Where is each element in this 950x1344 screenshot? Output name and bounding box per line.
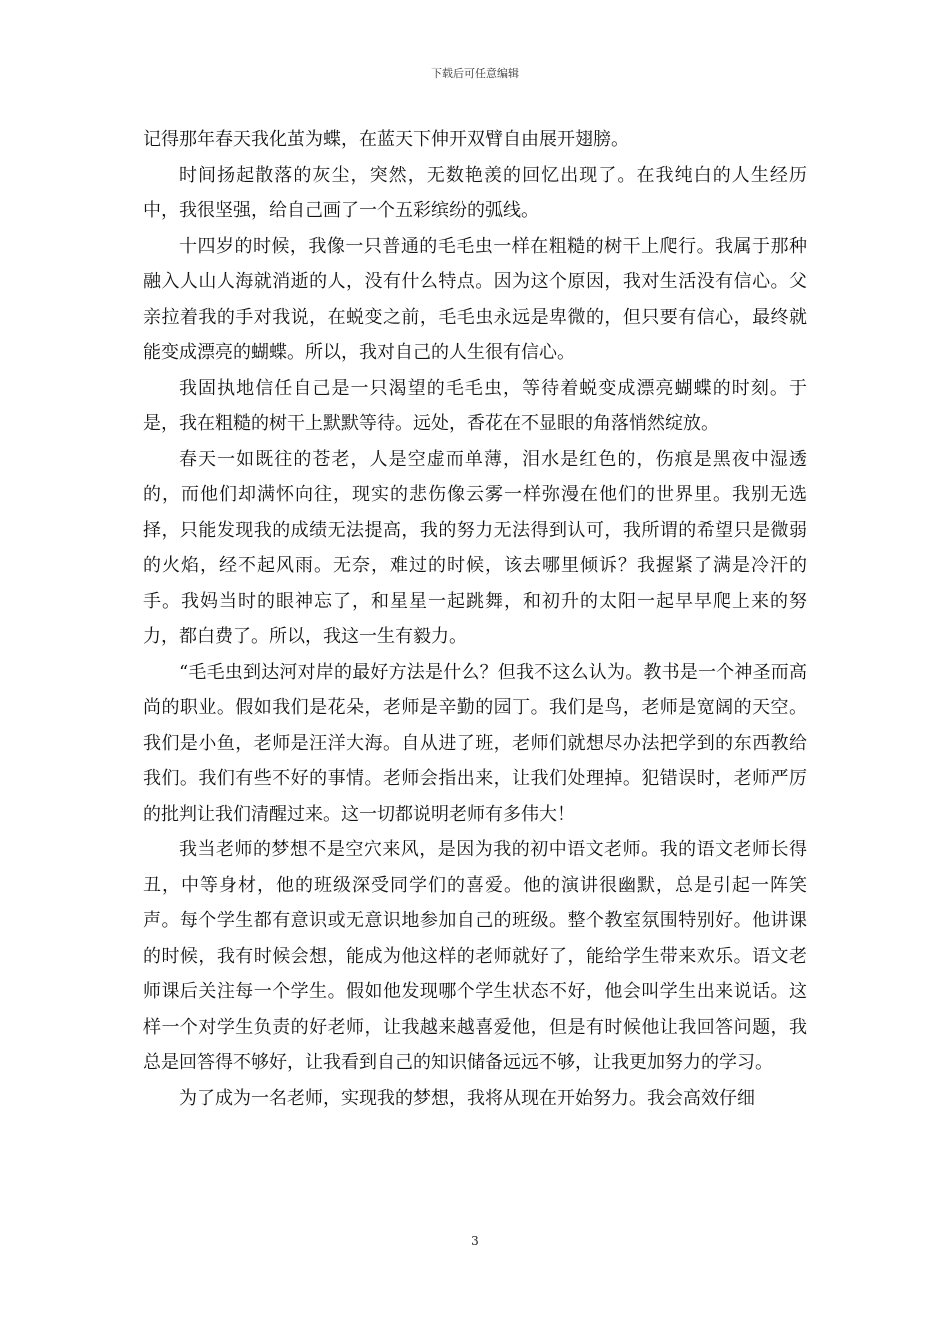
page-number: 3 bbox=[471, 1234, 479, 1248]
paragraph-4: 我固执地信任自己是一只渴望的毛毛虫，等待着蜕变成漂亮蝴蝶的时刻。于是，我在粗糙的树干上默默等待。远处，香花在不显眼的角落悄然绽放。 bbox=[143, 377, 807, 434]
paragraph-1: 记得那年春天我化茧为蝶，在蓝天下伸开双臂自由展开翅膀。 bbox=[143, 129, 629, 150]
paragraph-2: 时间扬起散落的灰尘，突然，无数艳羡的回忆出现了。在我纯白的人生经历中，我很坚强，给自己画了一个五彩缤纷的弧线。 bbox=[143, 164, 807, 221]
paragraph-7: 我当老师的梦想不是空穴来风，是因为我的初中语文老师。我的语文老师长得丑，中等身材，他的班级深受同学们的喜爱。他的演讲很幽默，总是引起一阵笑声。每个学生都有意识或无意识地参加自己的班级。整个教室氛围特别好。他讲课的时候，我有时候会想，能成为他这样的老师就好了，能给学生带来欢乐。语文老师课后关注每一个学生。假如他发现哪个学生状态不好，他会叫学生出来说话。这样一个对学生负责的好老师，让我越来越喜爱他，但是有时候他让我回答问题，我总是回答得不够好，让我看到自己的知识储备远远不够，让我更加努力的学习。 bbox=[143, 839, 807, 1073]
page-header: 下载后可任意编辑 bbox=[431, 67, 519, 80]
paragraph-3: 十四岁的时候，我像一只普通的毛毛虫一样在粗糙的树干上爬行。我属于那种融入人山人海就消逝的人，没有什么特点。因为这个原因，我对生活没有信心。父亲拉着我的手对我说，在蜕变之前，毛毛虫永远是卑微的，但只要有信心，最终就能变成漂亮的蝴蝶。所以，我对自己的人生很有信心。 bbox=[143, 235, 807, 363]
paragraph-5: 春天一如既往的苍老，人是空虚而单薄，泪水是红色的，伤痕是黑夜中湿透的，而他们却满怀向往，现实的悲伤像云雾一样弥漫在他们的世界里。我别无选择，只能发现我的成绩无法提高，我的努力无法得到认可，我所谓的希望只是微弱的火焰，经不起风雨。无奈，难过的时候，该去哪里倾诉？我握紧了满是冷汗的手。我妈当时的眼神忘了，和星星一起跳舞，和初升的太阳一起早早爬上来的努力，都白费了。所以，我这一生有毅力。 bbox=[143, 448, 807, 647]
paragraph-8: 为了成为一名老师，实现我的梦想，我将从现在开始努力。我会高效仔细 bbox=[179, 1087, 755, 1109]
paragraph-6: “毛毛虫到达河对岸的最好方法是什么？但我不这么认为。教书是一个神圣而高尚的职业。假如我们是花朵，老师是辛勤的园丁。我们是鸟，老师是宽阔的天空。我们是小鱼，老师是汪洋大海。自从进了班，老师们就想尽办法把学到的东西教给我们。我们有些不好的事情。老师会指出来，让我们处理掉。犯错误时，老师严厉的批判让我们清醒过来。这一切都说明老师有多伟大！ bbox=[143, 661, 807, 825]
document-body bbox=[143, 122, 807, 1116]
